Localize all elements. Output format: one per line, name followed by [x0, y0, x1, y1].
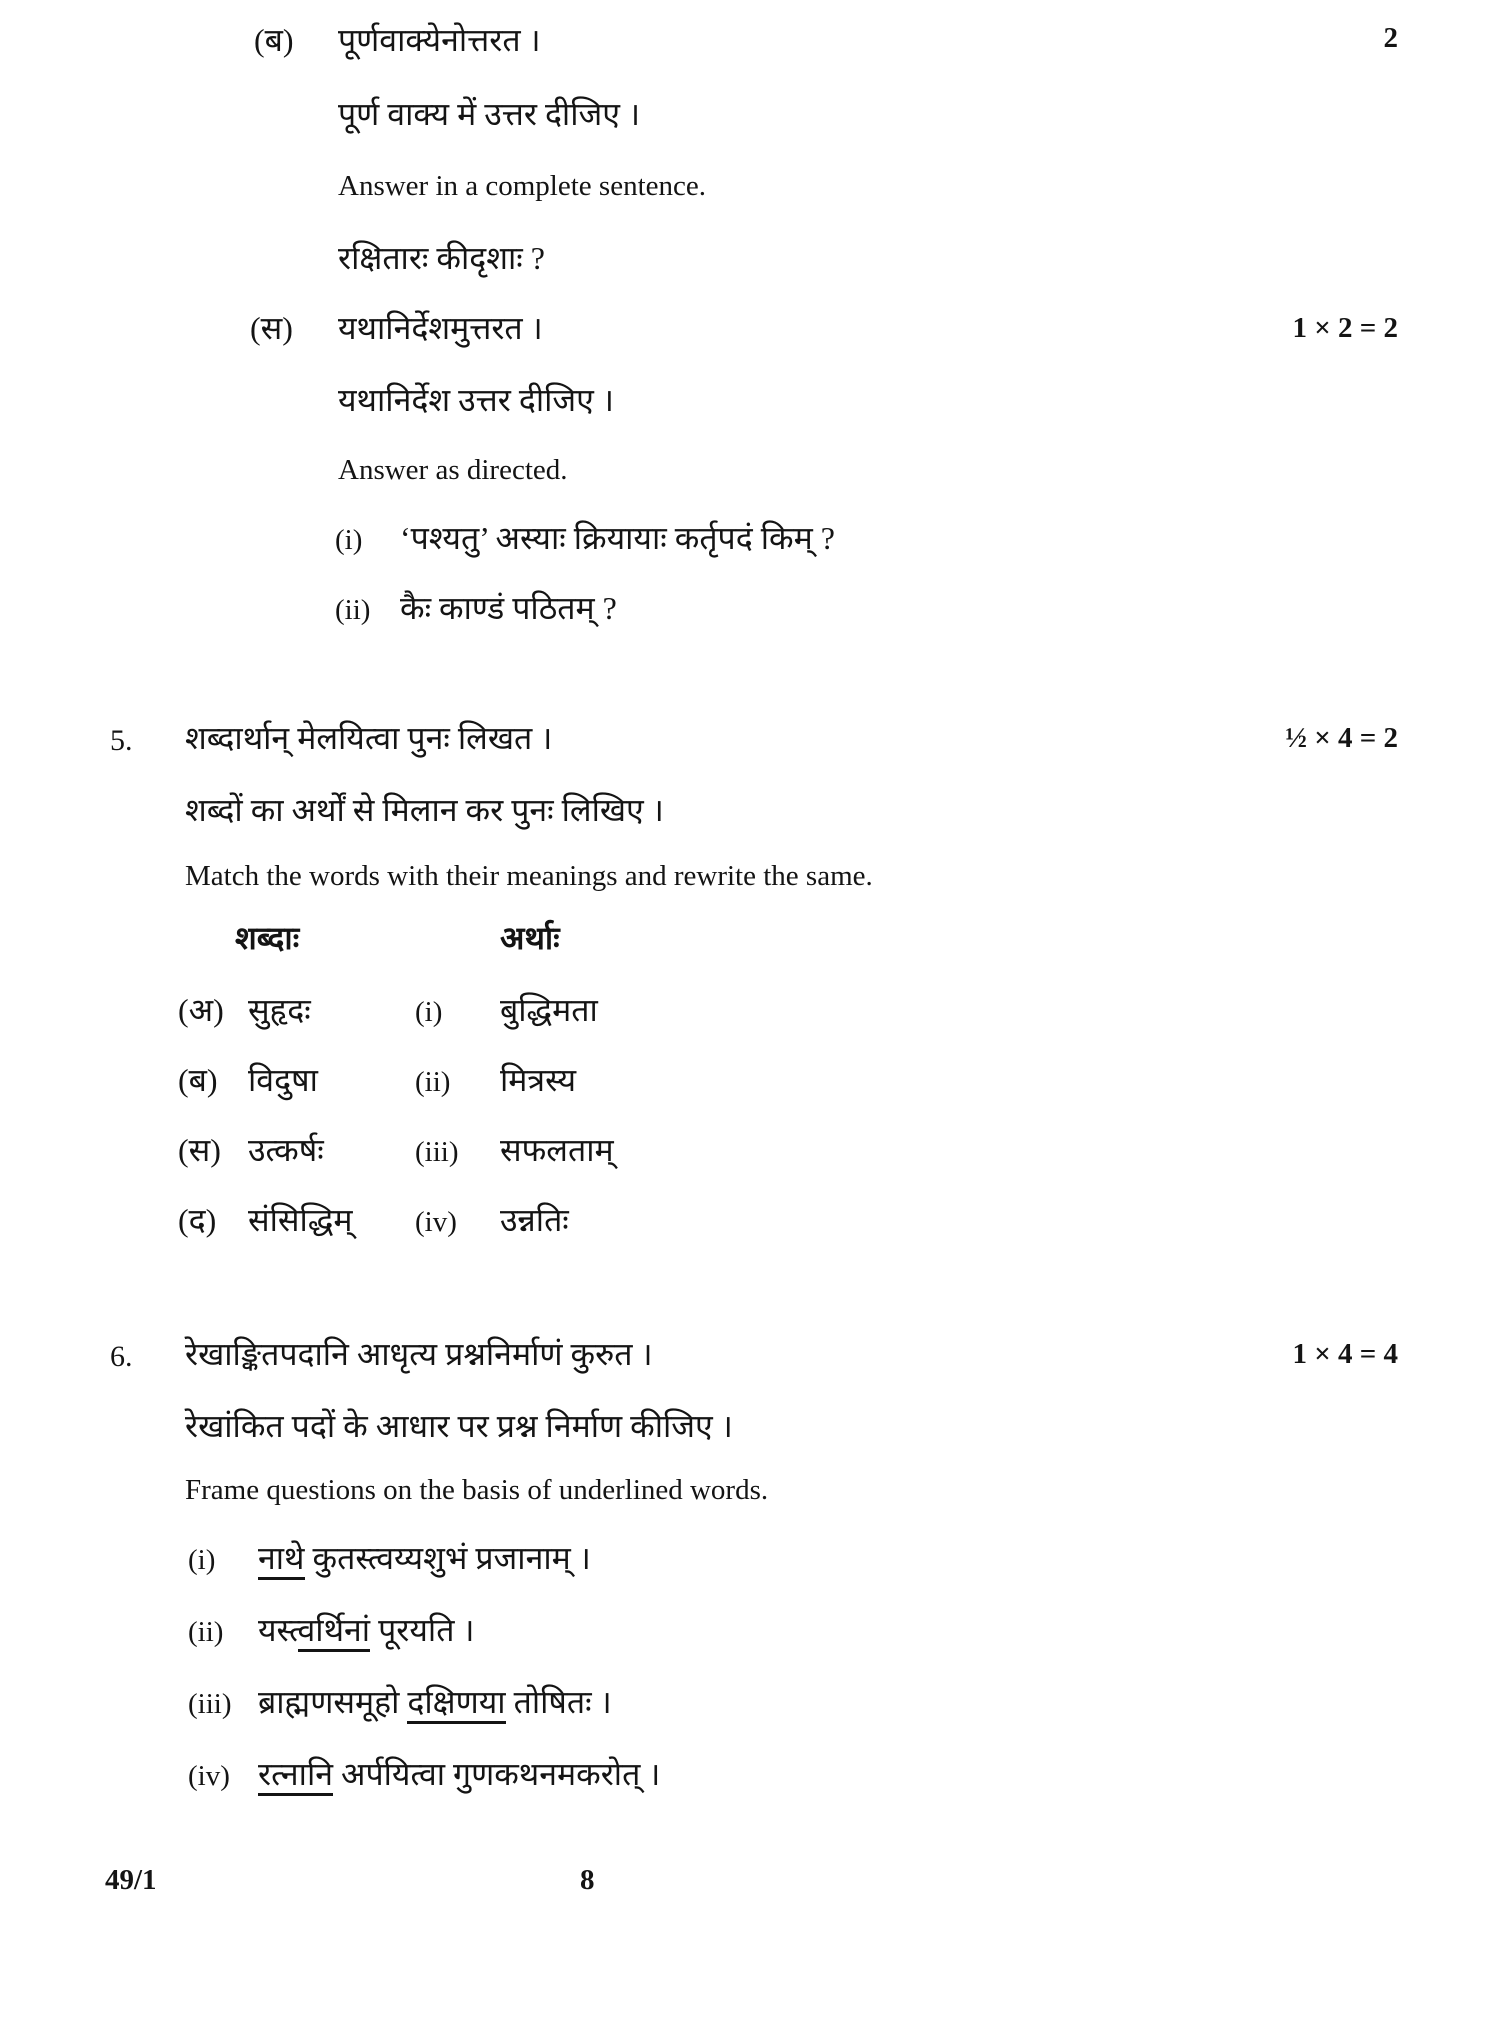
q4s-english-instruction: Answer as directed. — [338, 454, 568, 486]
q5-meanings-header: अर्थाः — [500, 920, 560, 956]
q6-item-1-underlined-word: नाथे — [258, 1540, 305, 1580]
q4s-item-1-num: (i) — [335, 524, 363, 556]
q5-row-1-word: सुहृदः — [248, 992, 311, 1028]
q5-row-3-word: उत्कर्षः — [248, 1132, 324, 1168]
q6-sanskrit-instruction: रेखाङ्कितपदानि आधृत्य प्रश्ननिर्माणं कुरुत । — [185, 1336, 653, 1372]
q6-item-4-post: अर्पयित्वा गुणकथनमकरोत् । — [333, 1756, 661, 1792]
q5-row-2-num: (ii) — [415, 1066, 451, 1098]
q6-item-2-underlined-word: वर्थिनां — [298, 1612, 371, 1652]
q5-row-3-label: (स) — [178, 1132, 221, 1168]
q4b-marks: 2 — [1383, 22, 1398, 54]
q4b-sanskrit-instruction: पूर्णवाक्येनोत्तरत । — [338, 22, 541, 58]
q4s-hindi-instruction: यथानिर्देश उत्तर दीजिए । — [338, 382, 614, 418]
q6-item-3-post: तोषितः । — [505, 1684, 612, 1720]
q6-item-3-pre: ब्राह्मणसमूहो — [258, 1684, 408, 1720]
q5-number: 5. — [110, 724, 133, 757]
q4s-item-2-num: (ii) — [335, 594, 371, 626]
q5-row-1-meaning: बुद्धिमता — [500, 992, 598, 1028]
q5-marks: ½ × 4 = 2 — [1285, 722, 1398, 754]
q6-marks: 1 × 4 = 4 — [1292, 1338, 1398, 1370]
footer-page-number: 8 — [580, 1864, 595, 1896]
q6-item-4-underlined-word: रत्नानि — [258, 1756, 333, 1796]
q4s-marks: 1 × 2 = 2 — [1292, 312, 1398, 344]
q5-row-2-word: विदुषा — [248, 1062, 318, 1098]
q6-item-3-num: (iii) — [188, 1688, 232, 1720]
q6-number: 6. — [110, 1340, 133, 1373]
q5-row-4-num: (iv) — [415, 1206, 457, 1238]
q5-row-3-meaning: सफलताम् — [500, 1132, 614, 1168]
q5-row-1-num: (i) — [415, 996, 443, 1028]
q6-item-2-text — [258, 1612, 475, 1649]
q6-item-3-text — [258, 1684, 612, 1721]
q4b-hindi-instruction: पूर्ण वाक्य में उत्तर दीजिए । — [338, 96, 641, 132]
q6-hindi-instruction: रेखांकित पदों के आधार पर प्रश्न निर्माण कीजिए । — [185, 1408, 733, 1444]
q6-item-1-post: कुतस्त्वय्यशुभं प्रजानाम् । — [304, 1540, 591, 1576]
q6-item-3-underlined-word: दक्षिणया — [407, 1684, 505, 1724]
q4s-item-1-text: ‘पश्यतु’ अस्याः क्रियायाः कर्तृपदं किम् ? — [400, 520, 835, 556]
q6-item-2-pre: यस्त् — [258, 1612, 298, 1648]
q4s-label: (स) — [250, 310, 293, 346]
footer-paper-code: 49/1 — [105, 1864, 157, 1896]
q6-item-1-text — [258, 1540, 591, 1577]
q4b-label: (ब) — [254, 22, 294, 58]
q5-sanskrit-instruction: शब्दार्थान् मेलयित्वा पुनः लिखत । — [185, 720, 553, 756]
q5-english-instruction: Match the words with their meanings and rewrite the same. — [185, 860, 873, 892]
q6-item-4-num: (iv) — [188, 1760, 230, 1792]
q5-hindi-instruction: शब्दों का अर्थों से मिलान कर पुनः लिखिए । — [185, 792, 664, 828]
q5-row-4-meaning: उन्नतिः — [500, 1202, 569, 1238]
q5-row-4-label: (द) — [178, 1202, 217, 1238]
q6-item-1-num: (i) — [188, 1544, 216, 1576]
q5-row-2-label: (ब) — [178, 1062, 218, 1098]
q4s-item-2-text: कैः काण्डं पठितम् ? — [400, 590, 617, 626]
q4b-english-instruction: Answer in a complete sentence. — [338, 170, 706, 202]
q5-row-4-word: संसिद्धिम् — [248, 1202, 353, 1238]
q5-words-header: शब्दाः — [235, 920, 300, 956]
q5-row-3-num: (iii) — [415, 1136, 459, 1168]
q4b-question-text: रक्षितारः कीदृशाः ? — [338, 240, 545, 276]
q6-item-2-post: पूरयति । — [370, 1612, 475, 1648]
q5-row-1-label: (अ) — [178, 992, 224, 1028]
q4s-sanskrit-instruction: यथानिर्देशमुत्तरत । — [338, 310, 543, 346]
q5-row-2-meaning: मित्रस्य — [500, 1062, 577, 1098]
q6-item-2-num: (ii) — [188, 1616, 224, 1648]
q6-english-instruction: Frame questions on the basis of underlined words. — [185, 1474, 769, 1506]
q6-item-4-text — [258, 1756, 660, 1793]
